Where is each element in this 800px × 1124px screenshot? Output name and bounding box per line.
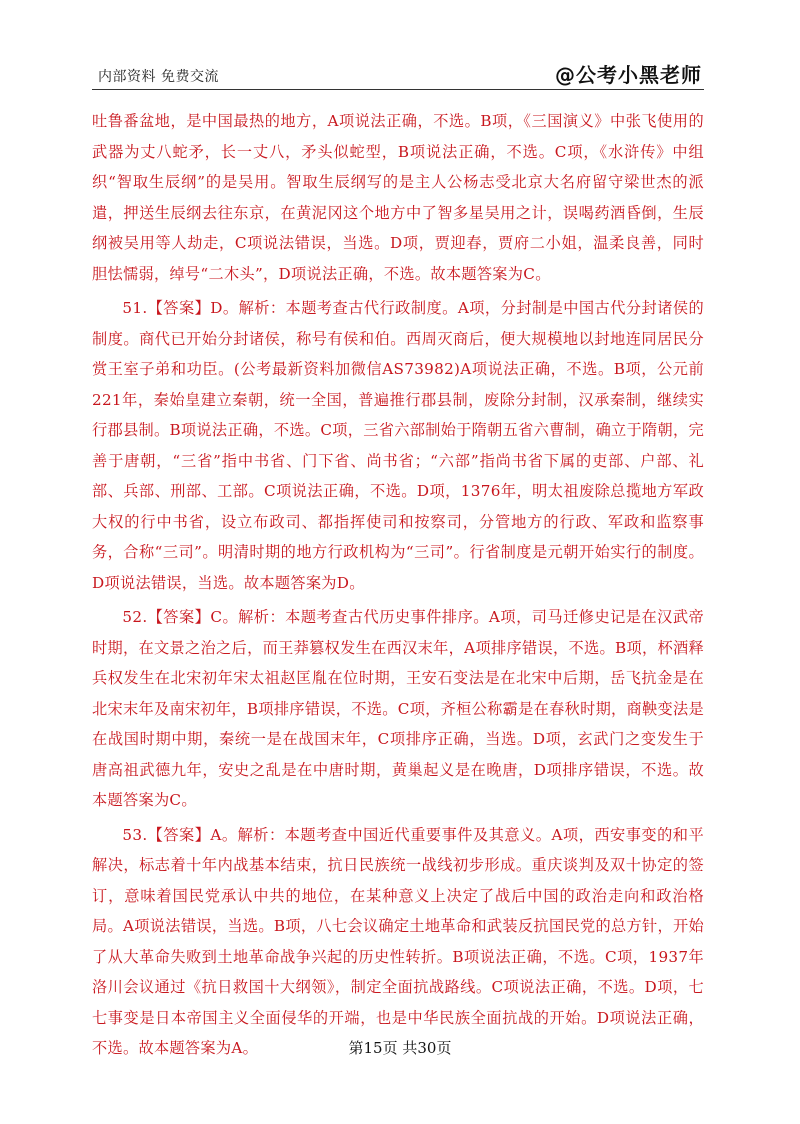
document-body	[92, 106, 704, 1068]
header-brand: @公考小黑老师	[555, 63, 702, 87]
page-header	[92, 60, 704, 90]
paragraph-answer-53: 53.【答案】A。解析：本题考查中国近代重要事件及其意义。A项，西安事变的和平解决，标志着十年内战基本结束，抗日民族统一战线初步形成。重庆谈判及双十协定的签订，意味着国民党承认中共的地位，在某种意义上决定了战后中国的政治走向和政治格局。A项说法错误，当选。B项，八七会议确定土地革命和武装反抗国民党的总方针，开始了从大革命失败到土地革命战争兴起的历史性转折。B项说法正确，不选。C项，1937年洛川会议通过《抗日救国十大纲领》，制定全面抗战路线。C项说法正确，不选。D项，七七事变是日本帝国主义全面侵华的开端，也是中华民族全面抗战的开始。D项说法正确，不选。故本题答案为A。	[92, 825, 704, 1057]
header-divider	[92, 89, 704, 90]
paragraph-continuation: 吐鲁番盆地，是中国最热的地方，A项说法正确，不选。B项，《三国演义》中张飞使用的武器为丈八蛇矛，长一丈八，矛头似蛇型，B项说法正确，不选。C项，《水浒传》中组织“智取生辰纲”的是吴用。智取生辰纲写的是主人公杨志受北京大名府留守梁世杰的派遣，押送生辰纲去往东京，在黄泥冈这个地方中了智多星吴用之计，误喝药酒昏倒，生辰纲被吴用等人劫走，C项说法错误，当选。D项，贾迎春，贾府二小姐，温柔良善，同时胆怯懦弱，绰号“二木头”，D项说法正确，不选。故本题答案为C。	[92, 112, 704, 283]
page-number: 第15页 共30页	[348, 1039, 452, 1057]
header-left-text: 内部资料 免费交流	[98, 69, 219, 85]
paragraph-answer-51: 51.【答案】D。解析：本题考查古代行政制度。A项，分封制是中国古代分封诸侯的制度。商代已开始分封诸侯，称号有侯和伯。西周灭商后，便大规模地以封地连同居民分赏王室子弟和功臣。(公考最新资料加微信AS73982)A项说法正确，不选。B项，公元前221年，秦始皇建立秦朝，统一全国，普遍推行郡县制，废除分封制，汉承秦制，继续实行郡县制。B项说法正确，不选。C项，三省六部制始于隋朝五省六曹制，确立于隋朝，完善于唐朝，“三省”指中书省、门下省、尚书省；“六部”指尚书省下属的吏部、户部、礼部、兵部、刑部、工部。C项说法正确，不选。D项，1376年，明太祖废除总揽地方军政大权的行中书省，设立布政司、都指挥使司和按察司，分管地方的行政、军政和监察事务，合称“三司”。明清时期的地方行政机构为“三司”。行省制度是元朝开始实行的制度。D项说法错误，当选。故本题答案为D。	[92, 299, 704, 592]
paragraph-answer-52: 52.【答案】C。解析：本题考查古代历史事件排序。A项，司马迁修史记是在汉武帝时期，在文景之治之后，而王莽篡权发生在西汉末年，A项排序错误，不选。B项，杯酒释兵权发生在北宋初年宋太祖赵匡胤在位时期，王安石变法是在北宋中后期，岳飞抗金是在北宋末年及南宋初年，B项排序错误，不选。C项，齐桓公称霸是在春秋时期，商鞅变法是在战国时期中期，秦统一是在战国末年，C项排序正确，当选。D项，玄武门之变发生于唐高祖武德九年，安史之乱是在中唐时期，黄巢起义是在晚唐，D项排序错误，不选。故本题答案为C。	[92, 608, 704, 809]
